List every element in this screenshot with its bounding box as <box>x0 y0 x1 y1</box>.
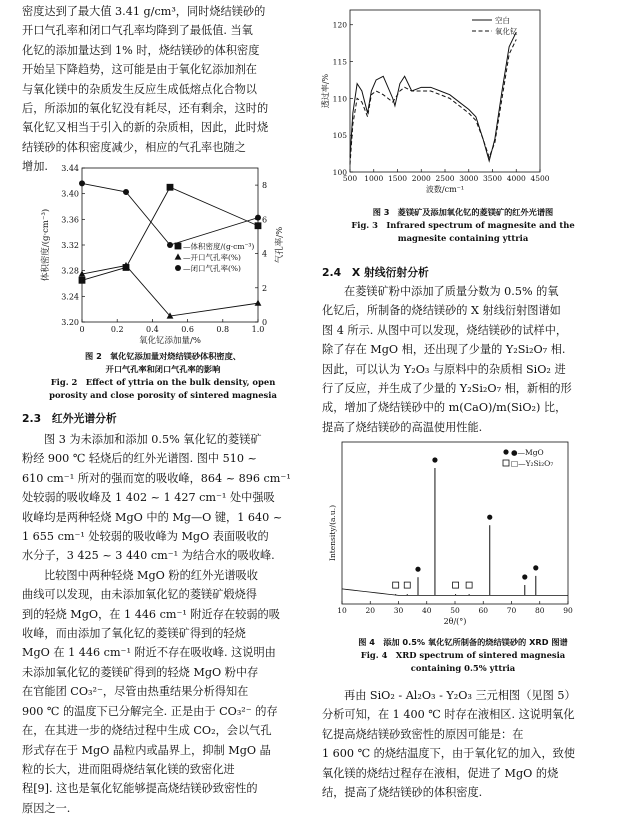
text-line: 原因之一. <box>22 801 71 815</box>
fig4-x-tick-label: 80 <box>534 606 545 615</box>
fig2-legend-label: —开口气孔率(%) <box>183 253 241 262</box>
fig3-x-tick-label: 4500 <box>530 174 550 183</box>
fig2-caption-cn-2: 开口气孔率和闭口气孔率的影响 <box>105 364 221 374</box>
fig3-caption <box>322 206 604 245</box>
fig2-data-point <box>123 189 129 195</box>
text-line: 分析可知，在 1 400 ℃ 时存在液相区. 这说明氧化 <box>322 708 575 722</box>
fig4-y2si2o7-marker <box>404 582 410 588</box>
text-line: 除了存在 MgO 相，还出现了少量的 Y₂Si₂O₇ 相. <box>322 343 566 357</box>
fig4-baseline <box>342 589 568 596</box>
fig3-x-tick-label: 1500 <box>387 174 408 183</box>
fig4-x-tick-label: 30 <box>393 606 404 615</box>
fig3-y-tick-label: 120 <box>332 20 347 30</box>
text-line: 结，提高了烧结镁砂的体积密度. <box>322 786 483 800</box>
fig2-yleft-tick-label: 3.44 <box>61 164 79 173</box>
text-line: 图 3 为未添加和添加 0.5% 氧化钇的菱镁矿 <box>44 433 262 446</box>
fig3-caption-en-1: Fig. 3 Infrared spectrum of magnesite and the <box>351 220 575 230</box>
fig2-legend-marker <box>175 243 181 249</box>
fig4-y2si2o7-marker <box>453 582 459 588</box>
section-2-4-title: 2.4 X 射线衍射分析 <box>322 266 429 279</box>
text-line: 到的轻烧 MgO，在 1 446 cm⁻¹ 附近存在较弱的吸 <box>22 607 280 621</box>
text-line: 在菱镁矿粉中添加了质量分数为 0.5% 的氧 <box>344 285 559 298</box>
fig3-caption-cn: 图 3 菱镁矿及添加氧化钇的菱镁矿的红外光谱图 <box>372 207 554 217</box>
fig2-x-tick-label: 1.0 <box>251 325 265 334</box>
fig3-y-tick-label: 115 <box>332 57 347 67</box>
fig2-caption-cn-1: 图 2 氧化钇添加量对烧结镁砂体积密度、 <box>85 351 241 361</box>
fig2-legend <box>175 241 255 273</box>
fig4-y-axis-label: Intensity/(a.u.) <box>328 504 337 562</box>
fig2-yleft-tick-label: 3.20 <box>61 318 79 327</box>
fig4-x-tick-label: 20 <box>365 606 376 615</box>
fig3-y-tick-label: 110 <box>332 94 347 104</box>
fig2-data-point <box>79 180 85 186</box>
text-line: 增加. <box>22 160 48 174</box>
fig4-x-tick-label: 10 <box>337 606 347 615</box>
text-line: 行了反应，并生成了少量的 Y₂Si₂O₇ 相，新相的形 <box>322 382 572 396</box>
fig2-legend-label: —闭口气孔率(%) <box>183 264 241 273</box>
fig4-x-tick-label: 70 <box>506 606 517 615</box>
fig2-legend-marker <box>175 253 182 259</box>
text-line: 化钇后，所制备的烧结镁砂的 X 射线衍射图谱如 <box>322 304 561 318</box>
fig2-caption-en-1: Fig. 2 Effect of yttria on the bulk density, open <box>50 377 276 387</box>
fig4-legend-label: ●—MgO <box>511 448 544 457</box>
text-line: 成，增加了烧结镁砂中的 m(CaO)/m(SiO₂) 比， <box>322 401 567 415</box>
fig2-x-tick-label: 0.8 <box>216 325 230 334</box>
intro-paragraph <box>22 2 304 177</box>
fig3-y-axis-label: 透过率/% <box>321 73 330 109</box>
fig2-yleft-tick-label: 3.28 <box>61 266 79 276</box>
fig2-yright-tick-label: 2 <box>262 283 268 293</box>
text-line: 在，在其进一步的烧结过程中生成 CO₂，会以气孔 <box>22 724 272 738</box>
fig4-x-axis-label: 2θ/(°) <box>443 617 467 626</box>
text-line: 开始呈下降趋势，这可能是由于氧化钇添加剂在 <box>22 63 257 77</box>
fig4-legend-y2si2o7-marker <box>503 460 509 466</box>
fig4-caption-en-1: Fig. 4 XRD spectrum of sintered magnesia <box>360 650 566 660</box>
fig2-axes <box>40 164 285 346</box>
fig4-x-tick-label: 50 <box>450 606 460 615</box>
fig2-yright-tick-label: 6 <box>262 215 268 225</box>
fig2-x-tick-label: 0.4 <box>146 325 159 334</box>
fig3-chart <box>322 4 604 200</box>
text-line: MgO 在 1 446 cm⁻¹ 附近不存在吸收峰. 这说明由 <box>22 646 276 660</box>
fig2-series-line <box>82 266 258 316</box>
fig2-data-point <box>167 242 173 248</box>
fig4-caption-cn: 图 4 添加 0.5% 氧化钇所制备的烧结镁砂的 XRD 图谱 <box>358 637 568 647</box>
fig4-chart <box>322 436 604 632</box>
fig2-yleft-tick-label: 3.32 <box>61 241 79 250</box>
closing-paragraph <box>322 686 604 802</box>
text-line: 因此，可以认为 Y₂O₃ 与原料中的杂质相 SiO₂ 进 <box>322 362 566 376</box>
fig3-y-tick-label: 105 <box>332 131 347 141</box>
fig4-mgo-marker <box>533 565 538 570</box>
fig4-marks <box>342 457 568 595</box>
fig4-mgo-marker <box>522 574 527 579</box>
fig3-legend-label: 空白 <box>495 16 510 25</box>
fig2-yleft-tick-label: 3.40 <box>61 189 79 199</box>
fig4-x-tick-label: 90 <box>563 606 573 615</box>
fig3-caption-en-2: magnesite containing yttria <box>397 233 529 243</box>
fig2-data-point <box>255 300 262 306</box>
fig4-axes <box>328 442 573 626</box>
fig2-yright-tick-label: 4 <box>262 249 268 259</box>
text-line: 收峰均是两种轻烧 MgO 中的 Mg—O 键，1 640 ~ <box>22 510 283 524</box>
fig3-legend-label: 氧化钇 <box>495 27 518 36</box>
text-line: 在官能团 CO₃²⁻，尽管由热重结果分析得知在 <box>22 685 249 699</box>
fig2-y-right-axis-label: 气孔率/% <box>275 226 285 264</box>
text-line: 水分子，3 425 ~ 3 440 cm⁻¹ 为结合水的吸收峰. <box>22 549 275 563</box>
text-line: 610 cm⁻¹ 所对的强而宽的吸收峰，864 ~ 896 cm⁻¹ <box>22 471 291 485</box>
text-line: 化钇的添加量达到 1% 时，烧结镁砂的体积密度 <box>22 43 260 57</box>
fig4-mgo-marker <box>432 457 437 462</box>
fig4-legend-label: □—Y₂Si₂O₇ <box>511 459 554 468</box>
fig2-yleft-tick-label: 3.36 <box>61 215 79 225</box>
fig3-marks <box>350 32 516 165</box>
text-line: 提高了烧结镁砂的高温使用性能. <box>322 420 483 434</box>
fig3-x-tick-label: 2000 <box>411 174 431 183</box>
fig2-data-point <box>167 184 173 190</box>
fig2-legend-marker <box>175 265 181 271</box>
text-line: 程[9]. 这也是氧化钇能够提高烧结镁砂致密性的 <box>22 782 258 796</box>
fig2-data-point <box>255 223 261 229</box>
fig2-legend-label: —体积密度/(g·cm⁻³) <box>183 242 255 251</box>
fig2-x-tick-label: 0.6 <box>181 325 194 334</box>
fig3-x-tick-label: 3000 <box>459 174 479 183</box>
text-line: 曲线可以发现，由未添加氧化钇的菱镁矿煅烧得 <box>22 588 257 602</box>
text-line: 钇提高烧结镁砂致密性的原因可能是：在 <box>322 727 524 741</box>
text-line: 收峰，而由添加了氧化钇的菱镁矿得到的轻烧 <box>22 627 246 641</box>
fig3-series-line <box>350 39 516 164</box>
fig2-y-left-axis-label: 体积密度/(g·cm⁻³) <box>41 208 51 282</box>
text-line: 处较弱的吸收峰及 1 402 ~ 1 427 cm⁻¹ 处中强吸 <box>22 491 275 505</box>
fig3-x-tick-label: 1000 <box>364 174 384 183</box>
fig2-yright-tick-label: 0 <box>262 318 268 327</box>
fig2-yright-tick-label: 8 <box>262 181 268 191</box>
text-line: 1 655 cm⁻¹ 处较弱的吸收峰为 MgO 表面吸收的 <box>22 530 269 544</box>
text-line: 形式存在于 MgO 晶粒内或晶界上，抑制 MgO 晶 <box>22 743 271 757</box>
text-line: 氧化镁的烧结过程存在液相，促进了 MgO 的烧 <box>322 766 559 780</box>
fig3-x-tick-label: 4000 <box>506 174 526 183</box>
text-line: 图 4 所示. 从图中可以发现，烧结镁砂的试样中， <box>322 323 568 337</box>
fig4-y2si2o7-marker <box>393 582 399 588</box>
section-2-3-body <box>22 430 304 818</box>
fig3-series-line <box>350 32 516 161</box>
section-2-4-body <box>322 282 604 437</box>
fig4-caption <box>322 636 604 675</box>
fig3-x-tick-label: 2500 <box>435 174 455 183</box>
text-line: 900 ℃ 的温度下已分解完全. 正是由于 CO₃²⁻ 的存 <box>22 704 278 718</box>
text-line: 与氧化镁中的杂质发生反应生成低熔点化合物以 <box>22 82 257 96</box>
fig2-x-tick-label: 0 <box>79 325 85 334</box>
fig3-x-tick-label: 500 <box>342 174 358 183</box>
fig4-legend-mgo-marker <box>503 449 508 454</box>
fig2-data-point <box>79 277 85 283</box>
fig4-caption-en-2: containing 0.5% yttria <box>410 663 516 673</box>
text-line: 1 600 ℃ 的烧结温度下，由于氧化钇的加入，致使 <box>322 747 576 761</box>
fig2-yleft-tick-label: 3.24 <box>61 292 79 302</box>
fig4-mgo-marker <box>487 515 492 520</box>
fig2-data-point <box>255 215 261 221</box>
text-line: 氧化钇又相当于引入的新的杂质相，因此，此时烧 <box>22 121 269 135</box>
fig2-x-axis-label: 氧化钇添加量/% <box>139 336 201 346</box>
fig4-x-tick-label: 40 <box>421 606 432 615</box>
text-line: 未添加氧化钇的菱镁矿得到的轻烧 MgO 粉中存 <box>22 665 259 679</box>
fig3-x-tick-label: 3500 <box>482 174 503 183</box>
text-line: 再由 SiO₂ - Al₂O₃ - Y₂O₃ 三元相图（见图 5） <box>344 689 576 702</box>
fig2-chart <box>22 164 304 344</box>
section-2-3-title: 2.3 红外光谱分析 <box>22 412 117 425</box>
text-line: 后，所添加的氧化钇没有耗尽，还有剩余，这时的 <box>22 102 269 116</box>
text-line: 结镁砂的体积密度减少，相应的气孔率也随之 <box>22 140 246 154</box>
fig3-x-axis-label: 波数/cm⁻¹ <box>425 185 465 194</box>
text-line: 粒的长大，进而阻碍烧结氧化镁的致密化进 <box>22 762 235 776</box>
fig2-caption-en-2: porosity and close porosity of sintered magnesia <box>49 390 277 400</box>
fig2-caption <box>22 350 304 402</box>
fig3-legend <box>472 15 518 36</box>
text-line: 粉经 900 ℃ 轻烧后的红外光谱图. 图中 510 ~ <box>22 452 257 466</box>
fig3-y-tick-label: 100 <box>332 168 347 177</box>
fig4-y2si2o7-marker <box>466 582 472 588</box>
fig4-legend <box>503 448 553 468</box>
text-line: 比较图中两种轻烧 MgO 粉的红外光谱吸收 <box>44 568 258 582</box>
fig2-x-tick-label: 0.2 <box>110 325 124 334</box>
text-line: 开口气孔率和闭口气孔率均降到了最低值. 当氧 <box>22 24 253 38</box>
text-line: 密度达到了最大值 3.41 g/cm³，同时烧结镁砂的 <box>22 5 266 18</box>
fig4-x-tick-label: 60 <box>478 606 489 615</box>
fig4-mgo-marker <box>415 567 420 572</box>
